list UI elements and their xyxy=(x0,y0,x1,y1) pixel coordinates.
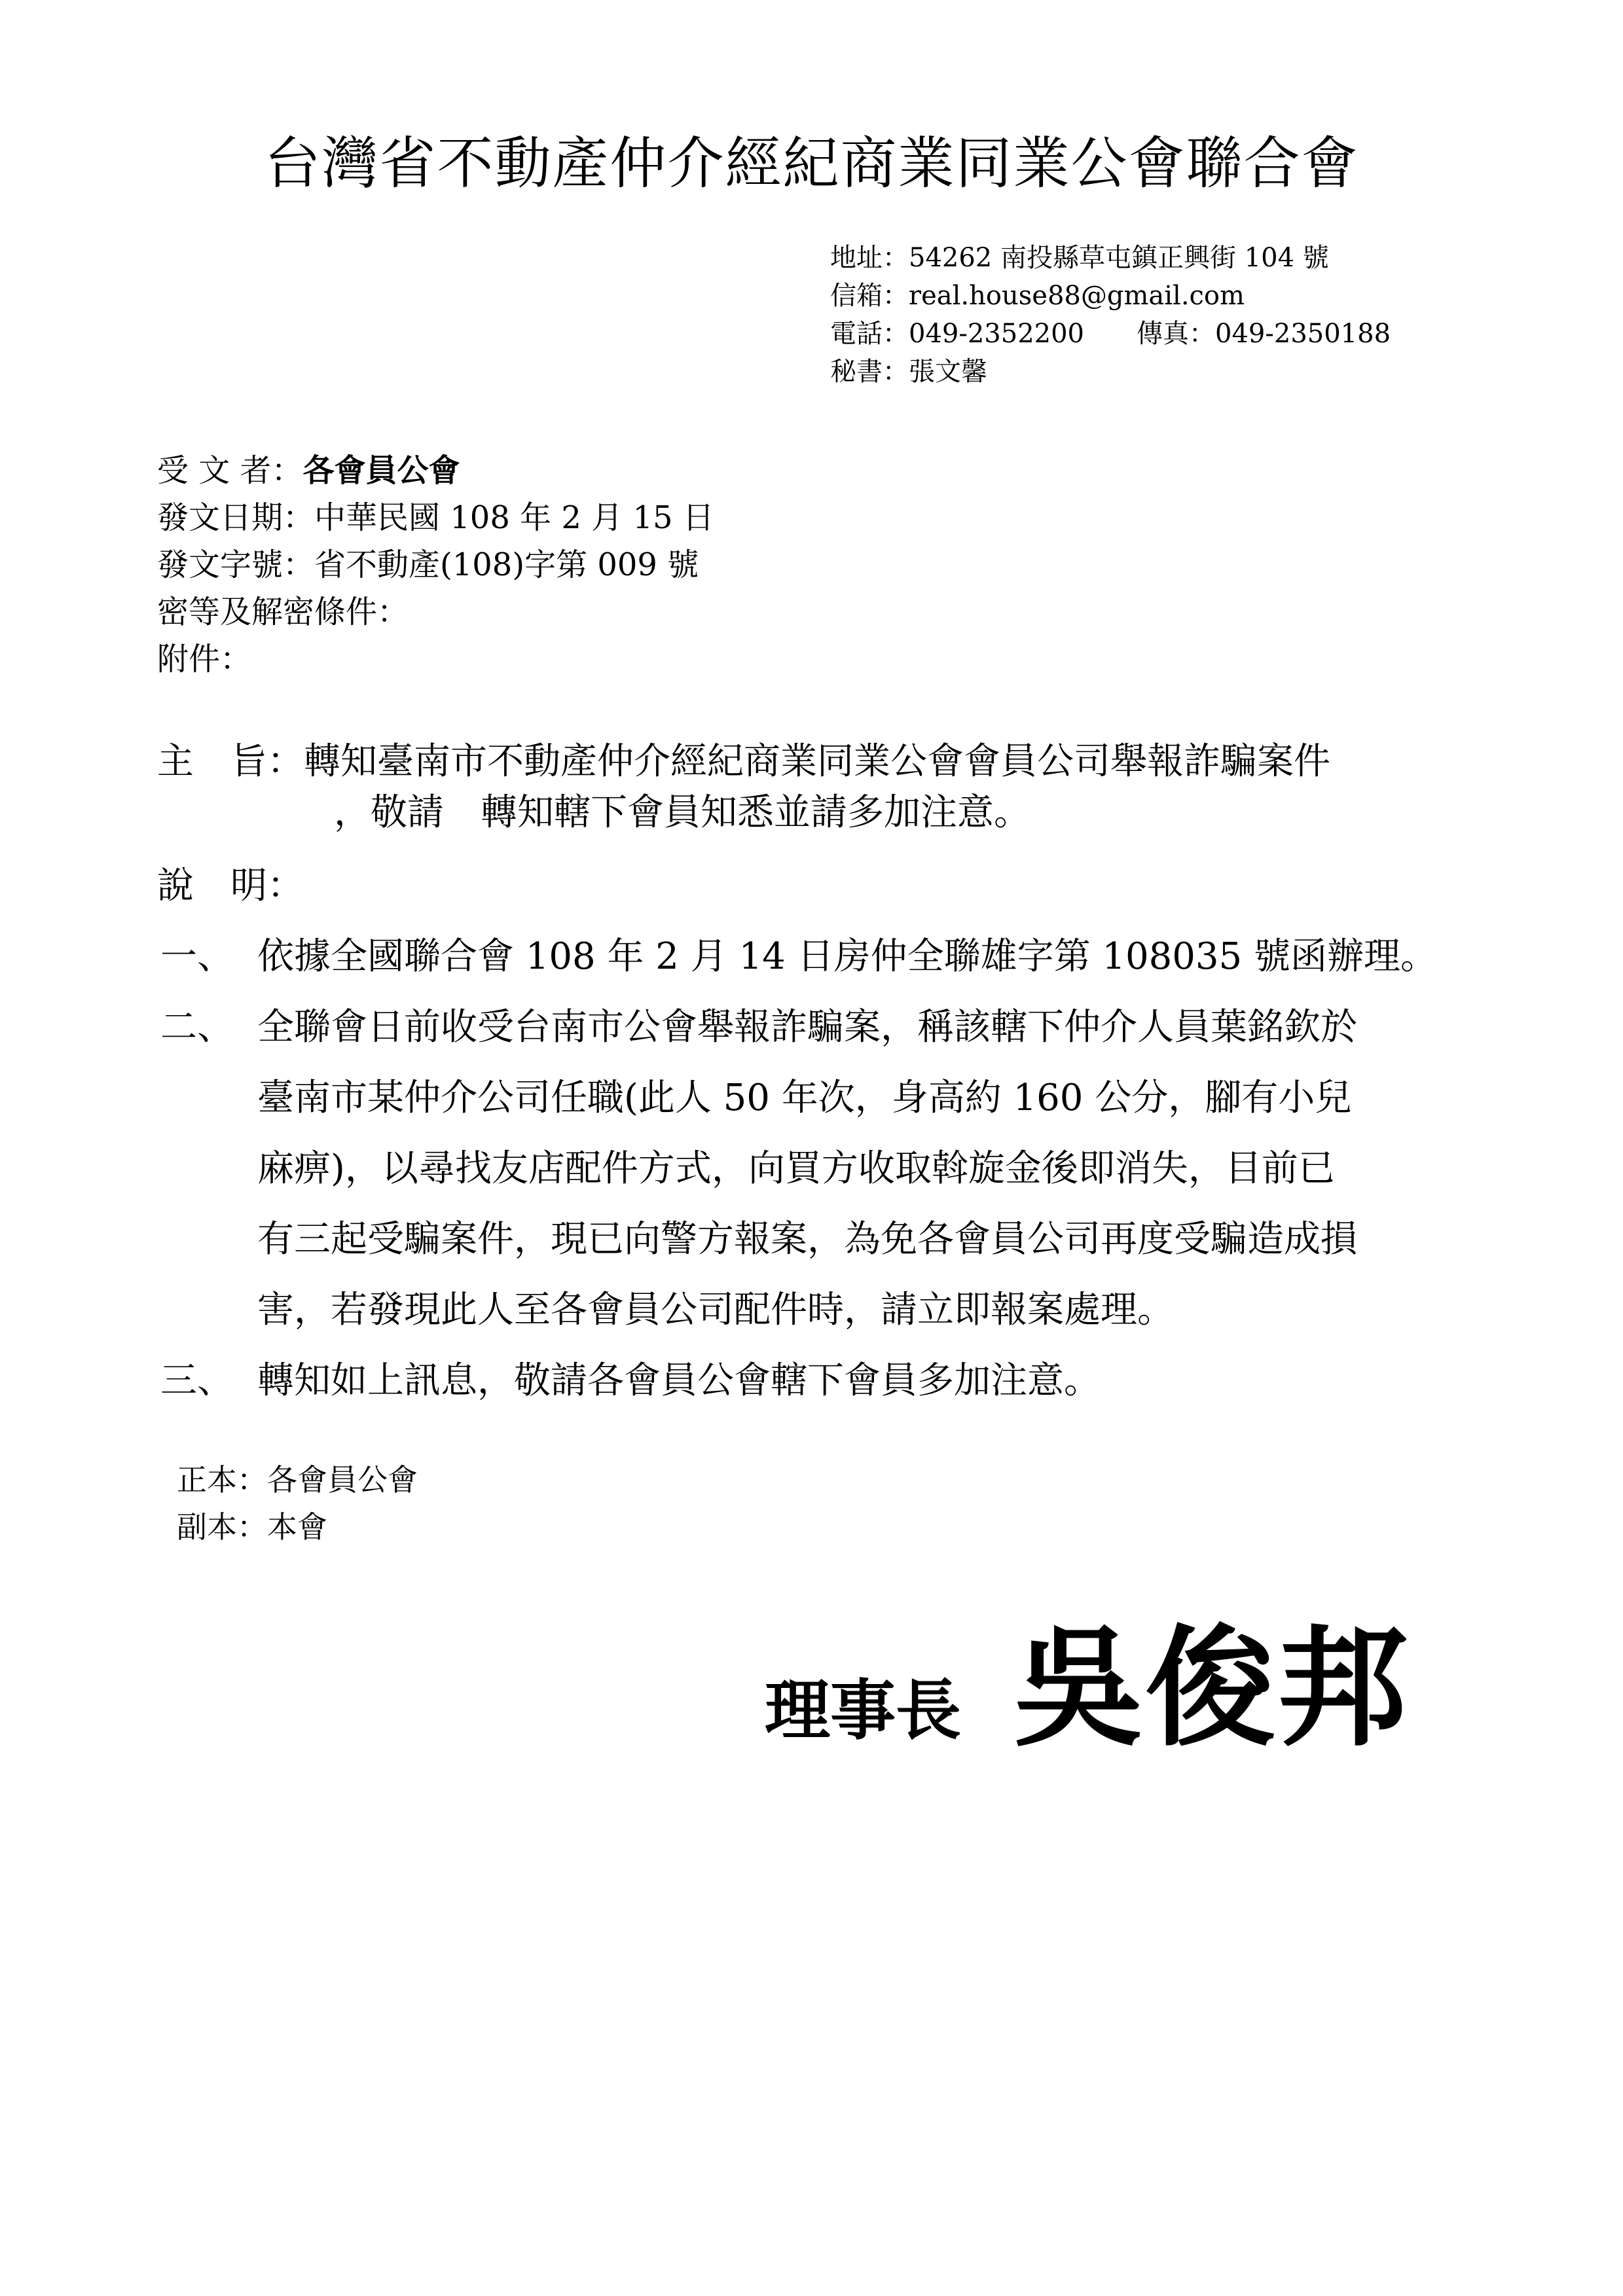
explanation-label: 說 明： xyxy=(157,865,304,907)
contact-secretary: 秘書：張文馨 xyxy=(830,357,987,387)
item-line: 臺南市某仲介公司任職(此人 50 年次，身高約 160 公分，腳有小兒 xyxy=(257,1077,1352,1119)
item-number: 二、 xyxy=(160,1006,234,1049)
explanation-item-3 xyxy=(157,1355,1558,1407)
signature-block xyxy=(765,1584,1410,1770)
document-number: 發文字號：省不動產(108)字第 009 號 xyxy=(157,547,699,583)
item-line: 麻痹)，以尋找友店配件方式，向買方收取斡旋金後即消失，目前已 xyxy=(257,1147,1335,1190)
original-recipient: 正本：各會員公會 xyxy=(177,1462,418,1498)
explanation-item-2 xyxy=(157,1002,1558,1336)
signer-role: 理事長 xyxy=(765,1672,961,1749)
recipient-label: 受 文 者： xyxy=(157,452,303,489)
item-line: 依據全國聯合會 108 年 2 月 14 日房仲全聯雄字第 108035 號函辦理。 xyxy=(257,935,1437,978)
copy-recipient: 副本：本會 xyxy=(177,1509,327,1545)
item-number: 一、 xyxy=(160,935,234,978)
document-body xyxy=(157,736,1558,1407)
issue-date: 發文日期：中華民國 108 年 2 月 15 日 xyxy=(157,499,714,536)
contact-fax: 傳真：049-2350188 xyxy=(1137,319,1391,349)
item-line: 有三起受騙案件，現已向警方報案，為免各會員公司再度受騙造成損 xyxy=(257,1218,1357,1261)
document-title: 台灣省不動產仲介經紀商業同業公會聯合會 xyxy=(264,131,1359,196)
contact-block xyxy=(830,239,1391,391)
item-text xyxy=(257,1355,1558,1407)
subject-line-1: 主 旨：轉知臺南市不動產仲介經紀商業同業公會會員公司舉報詐騙案件 xyxy=(157,740,1330,783)
contact-phone: 電話：049-2352200 xyxy=(830,319,1085,349)
item-line: 全聯會日前收受台南市公會舉報詐騙案，稱該轄下仲介人員葉銘欽於 xyxy=(257,1006,1357,1049)
attachment: 附件： xyxy=(157,641,252,677)
item-number: 三、 xyxy=(160,1359,234,1402)
signer-name: 吳俊邦 xyxy=(1013,1613,1410,1764)
item-text xyxy=(257,931,1558,982)
contact-address: 地址：54262 南投縣草屯鎮正興街 104 號 xyxy=(830,243,1329,273)
contact-email: 信箱：real.house88@gmail.com xyxy=(830,281,1245,311)
item-line: 害，若發現此人至各會員公司配件時，請立即報案處理。 xyxy=(257,1289,1174,1331)
explanation-item-1 xyxy=(157,931,1558,982)
distribution-block xyxy=(177,1456,418,1551)
recipient-value: 各會員公會 xyxy=(302,452,460,489)
contact-phone-fax xyxy=(830,315,1391,353)
item-line: 轉知如上訊息，敬請各會員公會轄下會員多加注意。 xyxy=(257,1359,1101,1402)
subject-line-2: ，敬請 轉知轄下會員知悉並請多加注意。 xyxy=(334,791,1030,834)
recipient-row xyxy=(157,447,714,494)
classification: 密等及解密條件： xyxy=(157,594,409,630)
document-meta xyxy=(157,447,714,683)
item-text xyxy=(257,1002,1558,1336)
